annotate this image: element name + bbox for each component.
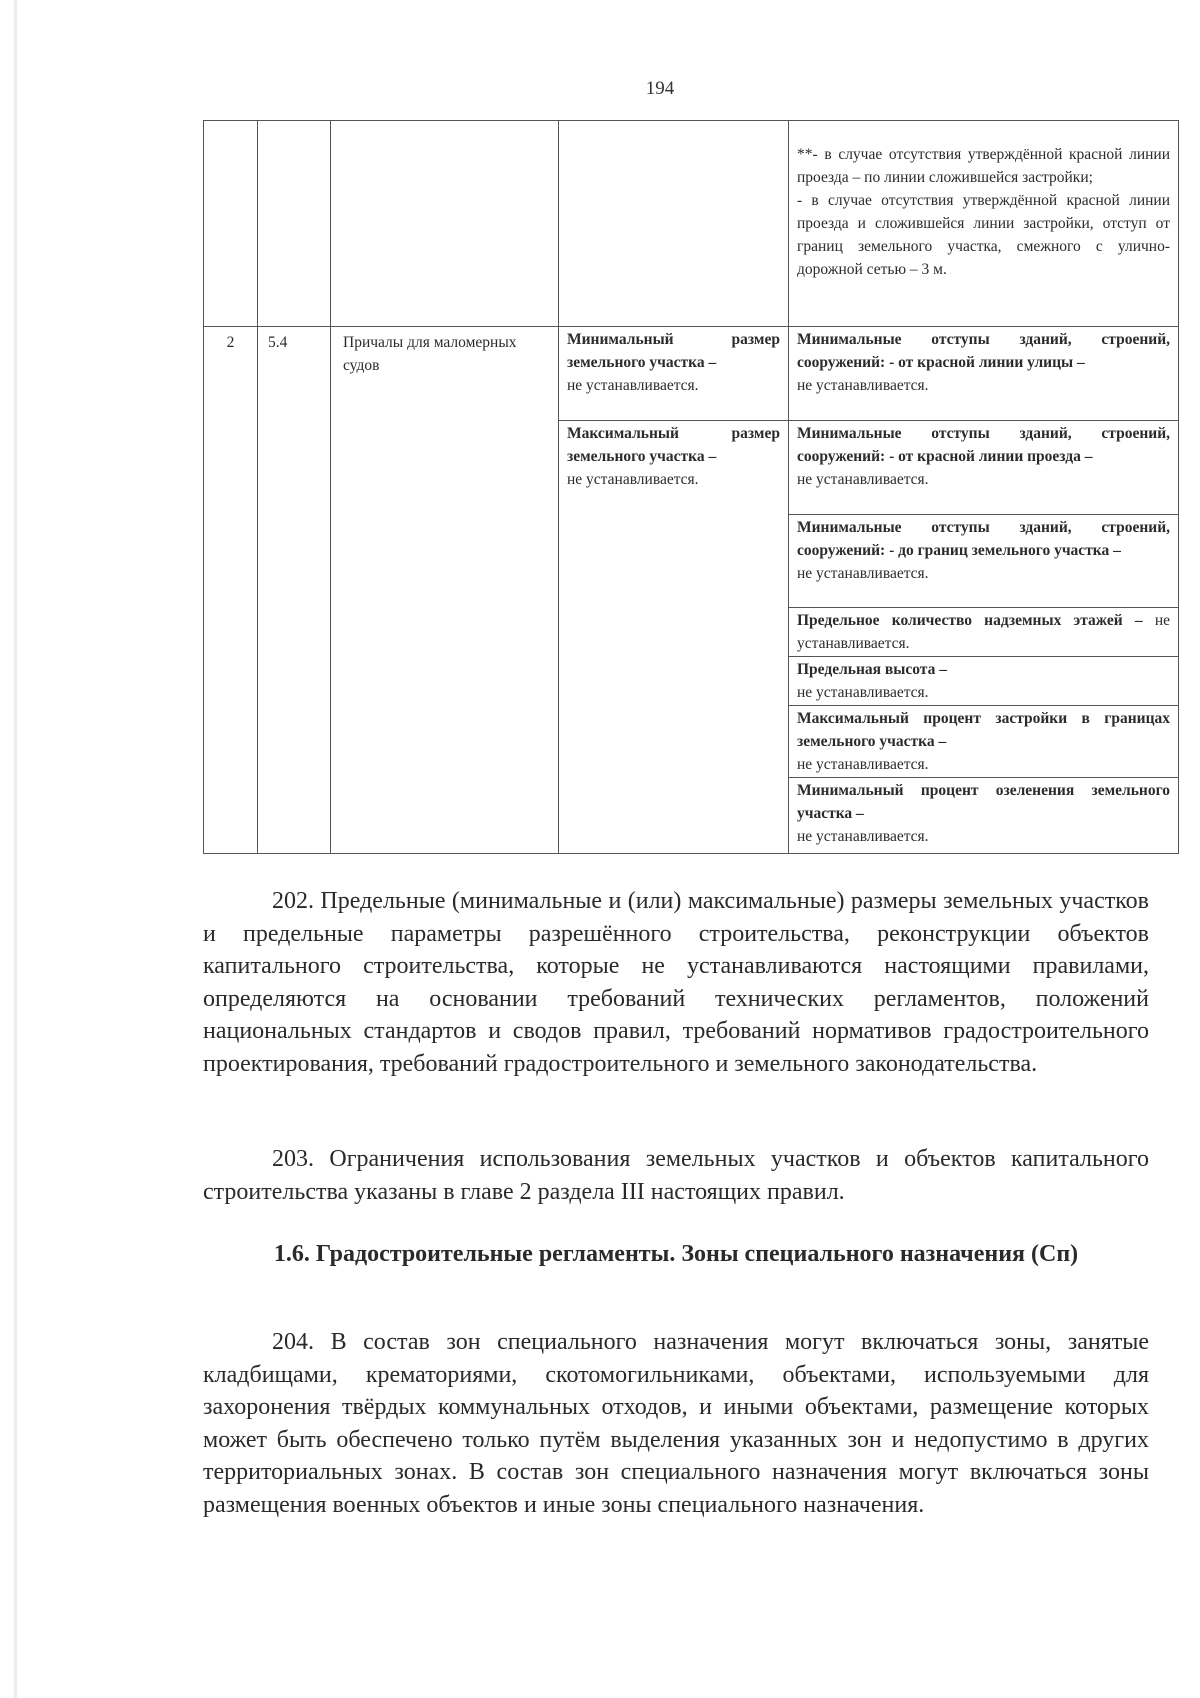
table-row <box>204 327 1179 421</box>
param-value: не устанавливается. <box>797 828 929 845</box>
table-cell-empty <box>258 121 331 327</box>
param-value: не устанавливается. <box>797 756 929 773</box>
param-title: Минимальные отступы зданий, строений, сооружений: <box>797 331 1170 371</box>
param-subtitle: - от красной линии улицы – <box>889 354 1085 371</box>
building-param-cell <box>789 706 1179 778</box>
param-value: не устанавливается. <box>797 612 1171 652</box>
table-cell-empty <box>331 121 559 327</box>
param-title: Максимальный процент застройки в границах земельного участка – <box>797 710 1170 750</box>
building-param-cell <box>789 778 1179 854</box>
paragraph-202 <box>203 885 1149 1080</box>
param-title: Минимальный процент озеленения земельного участка – <box>797 782 1170 822</box>
param-title: Максимальный размер земельного участка – <box>567 425 780 465</box>
continuation-cell <box>789 121 1179 327</box>
param-title: Минимальный размер земельного участка – <box>567 331 780 371</box>
continuation-line: **- в случае отсутствия утверждённой красной линии проезда – по линии сложившейся застройки; <box>797 146 1170 186</box>
param-title: Предельное количество надземных этажей – <box>797 612 1143 629</box>
paragraph-text: 204. В состав зон специального назначения могут включаться зоны, занятые кладбищами, крематориями, скотомогильниками, объектами, используемыми для захоронения твёрдых коммунальных отходов, и иными объектами, размещение которых может быть обеспечено только путём выделения указанных зон и недопустимо в других территориальных зонах. В состав зон специального назначения могут включаться зоны размещения военных объектов и иные зоны специального назначения. <box>203 1329 1149 1518</box>
param-value: не устанавливается. <box>567 471 699 488</box>
continuation-line: - в случае отсутствия утверждённой красной линии проезда и сложившейся линии застройки, отступ от границ земельного участка, смежного с улично-дорожной сетью – 3 м. <box>797 192 1170 278</box>
param-value: не устанавливается. <box>797 377 929 394</box>
paragraph-204 <box>203 1326 1149 1521</box>
building-param-cell <box>789 657 1179 706</box>
row-name: Причалы для маломерных судов <box>331 327 559 854</box>
param-title: Предельная высота – <box>797 661 947 678</box>
param-title: Минимальные отступы зданий, строений, сооружений: <box>797 519 1170 559</box>
page-number: 194 <box>645 78 675 99</box>
param-title: Минимальные отступы зданий, строений, сооружений: <box>797 425 1170 465</box>
regulation-table <box>203 120 1179 854</box>
building-param-cell <box>789 327 1179 421</box>
plot-param-cell <box>559 421 789 854</box>
table-cell-empty <box>204 121 258 327</box>
param-value: не устанавливается. <box>797 684 929 701</box>
paragraph-text: 203. Ограничения использования земельных участков и объектов капитального строительства указаны в главе 2 раздела III настоящих правил. <box>203 1146 1149 1205</box>
section-heading: 1.6. Градостроительные регламенты. Зоны специального назначения (Сп) <box>273 1241 1079 1267</box>
building-param-cell <box>789 515 1179 608</box>
paragraph-text: 202. Предельные (минимальные и (или) максимальные) размеры земельных участков и предельные параметры разрешённого строительства, реконструкции объектов капитального строительства, которые не устанавливаются настоящими правилами, определяются на основании требований технических регламентов, положений национальных стандартов и сводов правил, требований нормативов градостроительного проектирования, требований градостроительного и земельного законодательства. <box>203 888 1149 1077</box>
table-row-continuation <box>204 121 1179 327</box>
building-param-cell <box>789 421 1179 515</box>
param-subtitle: - до границ земельного участка – <box>889 542 1121 559</box>
scan-edge <box>14 0 17 1698</box>
building-param-cell <box>789 608 1179 657</box>
param-value: не устанавливается. <box>797 565 929 582</box>
plot-param-cell <box>559 327 789 421</box>
paragraph-203 <box>203 1143 1149 1208</box>
param-value: не устанавливается. <box>567 377 699 394</box>
row-number: 2 <box>204 327 258 854</box>
param-value: не устанавливается. <box>797 471 929 488</box>
table-cell-empty <box>559 121 789 327</box>
param-subtitle: - от красной линии проезда – <box>889 448 1093 465</box>
row-code: 5.4 <box>258 327 331 854</box>
